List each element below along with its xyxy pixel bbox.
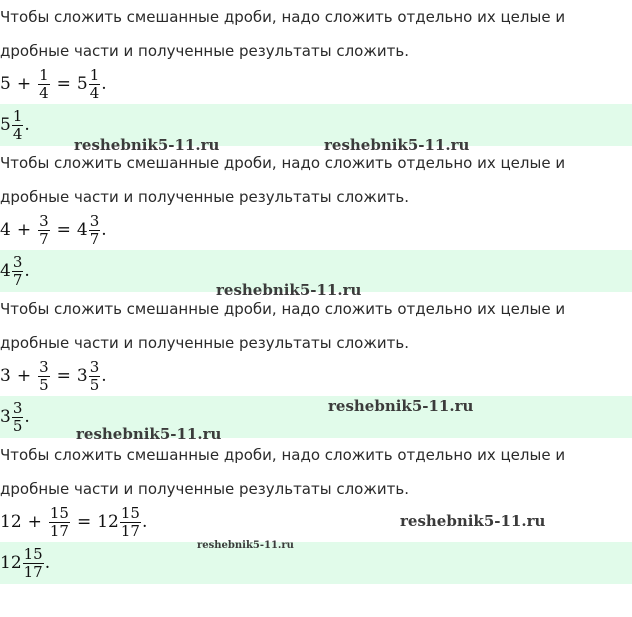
explanation-line-1: Чтобы сложить смешанные дроби, надо сложить отдельно их целые и	[0, 154, 566, 172]
denominator: 7	[89, 229, 100, 248]
plus-sign: +	[16, 220, 32, 240]
answer-whole: 5	[0, 115, 11, 135]
period: .	[141, 512, 148, 532]
result-fraction	[89, 67, 101, 102]
fraction	[38, 359, 50, 394]
numerator: 3	[89, 357, 100, 376]
result-fraction	[120, 505, 141, 540]
explanation-line-2: дробные части и полученные результаты сложить.	[0, 334, 409, 352]
plus-sign: +	[16, 366, 32, 386]
denominator: 5	[89, 375, 100, 394]
numerator: 15	[23, 544, 43, 563]
numerator: 15	[49, 503, 69, 522]
explanation-line-1: Чтобы сложить смешанные дроби, надо сложить отдельно их целые и	[0, 8, 566, 26]
equation	[0, 354, 107, 398]
plus-sign: +	[27, 512, 42, 532]
answer-fraction	[12, 108, 24, 143]
answer-whole: 3	[0, 407, 11, 427]
period: .	[101, 74, 107, 94]
period: .	[24, 407, 30, 427]
explanation-line-2: дробные части и полученные результаты сложить.	[0, 188, 409, 206]
answer-fraction	[12, 254, 24, 289]
watermark: reshebnik5-11.ru	[400, 512, 546, 530]
result-whole: 5	[76, 74, 88, 94]
denominator: 17	[23, 562, 43, 581]
plus-sign: +	[16, 74, 32, 94]
whole-number: 4	[0, 220, 11, 240]
answer	[0, 542, 50, 584]
period: .	[24, 261, 30, 281]
equation	[0, 62, 107, 106]
watermark: reshebnik5-11.ru	[328, 397, 474, 415]
answer-fraction	[23, 546, 44, 581]
result-whole: 4	[76, 220, 88, 240]
numerator: 1	[89, 65, 100, 84]
answer-band	[0, 542, 632, 584]
period: .	[24, 115, 30, 135]
explanation-line-1: Чтобы сложить смешанные дроби, надо сложить отдельно их целые и	[0, 446, 566, 464]
numerator: 1	[39, 65, 49, 84]
answer-whole: 4	[0, 261, 11, 281]
equals-sign: =	[56, 74, 71, 94]
result-fraction	[89, 359, 101, 394]
whole-number: 12	[0, 512, 22, 532]
whole-number: 5	[0, 74, 11, 94]
result-whole: 12	[97, 512, 119, 532]
explanation-line-2: дробные части и полученные результаты сложить.	[0, 480, 409, 498]
numerator: 3	[39, 357, 49, 376]
fraction	[49, 505, 70, 540]
whole-number: 3	[0, 366, 11, 386]
numerator: 3	[89, 211, 100, 230]
answer	[0, 396, 30, 438]
numerator: 3	[12, 398, 23, 417]
watermark: reshebnik5-11.ru	[76, 425, 222, 443]
denominator: 17	[49, 521, 69, 540]
denominator: 4	[89, 83, 100, 102]
denominator: 7	[12, 270, 23, 289]
numerator: 1	[12, 106, 23, 125]
answer-fraction	[12, 400, 24, 435]
equals-sign: =	[76, 512, 92, 532]
denominator: 17	[120, 521, 140, 540]
period: .	[101, 366, 107, 386]
denominator: 7	[39, 229, 49, 248]
numerator: 3	[39, 211, 49, 230]
explanation-line-1: Чтобы сложить смешанные дроби, надо сложить отдельно их целые и	[0, 300, 566, 318]
result-whole: 3	[76, 366, 88, 386]
fraction	[38, 67, 50, 102]
equation	[0, 208, 107, 252]
watermark: reshebnik5-11.ru	[324, 136, 470, 154]
answer	[0, 250, 30, 292]
denominator: 5	[12, 416, 23, 435]
denominator: 4	[39, 83, 49, 102]
equals-sign: =	[56, 366, 71, 386]
equals-sign: =	[56, 220, 71, 240]
equation	[0, 500, 147, 544]
denominator: 4	[12, 124, 23, 143]
fraction	[38, 213, 50, 248]
numerator: 3	[12, 252, 23, 271]
watermark: reshebnik5-11.ru	[74, 136, 220, 154]
denominator: 5	[39, 375, 49, 394]
period: .	[101, 220, 107, 240]
period: .	[44, 553, 51, 573]
answer-whole: 12	[0, 553, 22, 573]
watermark: reshebnik5-11.ru	[197, 540, 294, 551]
answer	[0, 104, 30, 146]
watermark: reshebnik5-11.ru	[216, 281, 362, 299]
numerator: 15	[120, 503, 140, 522]
result-fraction	[89, 213, 101, 248]
explanation-line-2: дробные части и полученные результаты сложить.	[0, 42, 409, 60]
